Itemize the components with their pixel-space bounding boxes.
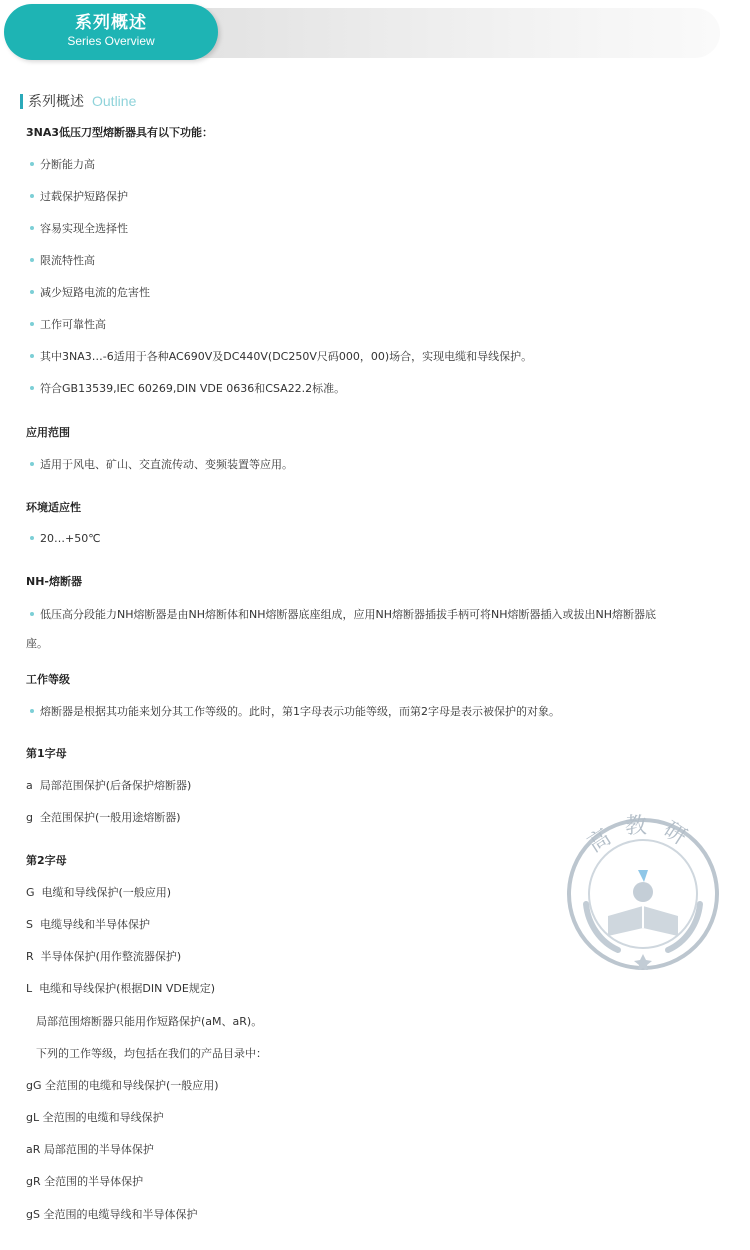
- letter2-item: G 电缆和导线保护(一般应用): [26, 886, 172, 899]
- feature-item: 减少短路电流的危害性: [26, 285, 150, 301]
- bullet-dot-icon: [30, 258, 34, 262]
- watermark-seal: [558, 808, 728, 970]
- section-title-en: Outline: [92, 93, 137, 109]
- note-text: 局部范围熔断器只能用作短路保护(aM、aR)。: [36, 1015, 263, 1028]
- bullet-dot-icon: [30, 290, 34, 294]
- nh-item: 低压高分段能力NH熔断器是由NH熔断体和NH熔断器底座组成，应用NH熔断器插拔手柄可将NH熔断器插入或拔出NH熔断器底座。: [26, 608, 656, 650]
- environment-item: 20…+50℃: [26, 531, 101, 547]
- letter1-heading: 第1字母: [26, 747, 67, 760]
- letter2-item: S 电缆导线和半导体保护: [26, 918, 150, 931]
- feature-item: 其中3NA3…-6适用于各种AC690V及DC440V(DC250V尺码000，00)场合，实现电缆和导线保护。: [26, 349, 532, 365]
- bullet-dot-icon: [30, 709, 34, 713]
- header-banner: [4, 4, 720, 60]
- class-code-item: gL 全范围的电缆和导线保护: [26, 1111, 164, 1124]
- watermark-text: 高教研: [583, 814, 703, 858]
- banner-title-pill: [4, 4, 218, 60]
- bullet-dot-icon: [30, 194, 34, 198]
- section-title: [20, 92, 136, 110]
- bullet-dot-icon: [30, 386, 34, 390]
- environment-heading: 环境适应性: [26, 501, 81, 514]
- feature-item: 限流特性高: [26, 253, 95, 269]
- banner-title-zh: 系列概述: [75, 13, 147, 33]
- nh-heading: NH-熔断器: [26, 575, 82, 588]
- bullet-dot-icon: [30, 462, 34, 466]
- note-text: 下列的工作等级，均包括在我们的产品目录中：: [36, 1047, 267, 1060]
- feature-item: 符合GB13539,IEC 60269,DIN VDE 0636和CSA22.2标准。: [26, 381, 345, 397]
- feature-item: 分断能力高: [26, 157, 95, 173]
- class-code-item: aR 局部范围的半导体保护: [26, 1143, 154, 1156]
- banner-title-en: Series Overview: [67, 34, 155, 48]
- bullet-dot-icon: [30, 322, 34, 326]
- title-accent-bar: [20, 94, 23, 109]
- feature-item: 工作可靠性高: [26, 317, 106, 333]
- intro-heading: 3NA3低压刀型熔断器具有以下功能：: [26, 126, 214, 139]
- class-code-item: gR 全范围的半导体保护: [26, 1175, 144, 1188]
- class-item: 熔断器是根据其功能来划分其工作等级的。此时，第1字母表示功能等级，而第2字母是表示被保护的对象。: [26, 704, 560, 720]
- bullet-dot-icon: [30, 226, 34, 230]
- section-title-zh: 系列概述: [28, 94, 84, 110]
- feature-item: 过载保护短路保护: [26, 189, 128, 205]
- bullet-dot-icon: [30, 162, 34, 166]
- letter2-item: R 半导体保护(用作整流器保护): [26, 950, 182, 963]
- bullet-dot-icon: [30, 612, 34, 616]
- bullet-dot-icon: [30, 354, 34, 358]
- class-code-item: gS 全范围的电缆导线和半导体保护: [26, 1208, 198, 1221]
- application-item: 适用于风电、矿山、交直流传动、变频装置等应用。: [26, 457, 293, 473]
- feature-item: 容易实现全选择性: [26, 221, 128, 237]
- class-code-item: gG 全范围的电缆和导线保护(一般应用): [26, 1079, 219, 1092]
- banner-bar: [194, 8, 720, 58]
- application-heading: 应用范围: [26, 426, 70, 439]
- letter1-item: g 全范围保护(一般用途熔断器): [26, 811, 181, 824]
- letter2-item: L 电缆和导线保护(根据DIN VDE规定): [26, 982, 216, 995]
- bullet-dot-icon: [30, 536, 34, 540]
- letter2-heading: 第2字母: [26, 854, 67, 867]
- class-heading: 工作等级: [26, 673, 70, 686]
- letter1-item: a 局部范围保护(后备保护熔断器): [26, 779, 192, 792]
